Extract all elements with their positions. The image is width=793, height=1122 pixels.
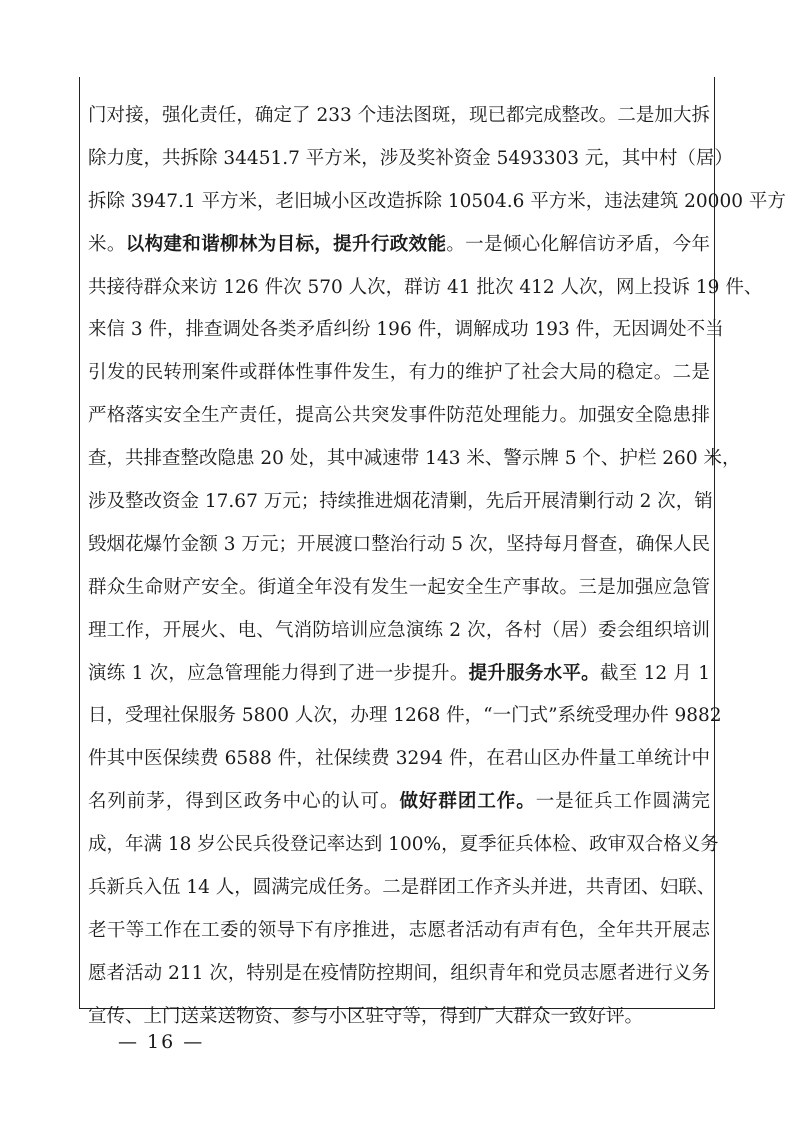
- body-text: 名列前茅，得到区政务中心的认可。: [88, 791, 400, 813]
- body-text: 日，受理社保服务 5800 人次，办理 1268 件，“一门式”系统受理办件 9882: [88, 705, 722, 727]
- body-text: 门对接，强化责任，确定了 233 个违法图斑，现已都完成整改。二是加大拆: [88, 105, 710, 126]
- text-line: [88, 567, 710, 610]
- body-text: 米。: [88, 233, 126, 255]
- bold-heading-text: 以构建和谐柳林为目标，提升行政效能: [125, 233, 447, 255]
- text-line: [88, 267, 763, 310]
- body-text: 拆除 3947.1 平方米，老旧城小区改造拆除 10504.6 平方米，违法建筑 20000 平方: [88, 190, 786, 212]
- body-text: 除力度，共拆除 34451.7 平方米，涉及奖补资金 5493303 元，其中村（居）: [88, 147, 733, 169]
- bold-heading-text: 做好群团工作。: [399, 791, 536, 813]
- body-text: 引发的民转刑案件或群体性事件发生，有力的维护了社会大局的稳定。二是: [88, 362, 710, 384]
- text-line: [88, 867, 716, 910]
- text-line: [88, 395, 710, 438]
- text-line: [88, 224, 710, 267]
- body-text: 来信 3 件，排查调处各类矛盾纠纷 196 件，调解成功 193 件，无因调处不当: [88, 319, 724, 341]
- body-text: 宣传、上门送菜送物资、参与小区驻守等，得到广大群众一致好评。: [88, 1005, 644, 1027]
- document-body: [88, 95, 786, 1039]
- body-text: 涉及整改资金 17.67 万元；持续推进烟花清剿，先后开展清剿行动 2 次，销: [88, 491, 713, 513]
- text-line: [88, 824, 719, 867]
- body-text: 件其中医保续费 6588 件，社保续费 3294 件，在君山区办件量工单统计中: [88, 748, 710, 770]
- body-text: 查，共排查整改隐患 20 处，其中减速带 143 米、警示牌 5 个、护栏 260 米，: [88, 448, 741, 470]
- bold-heading-text: 提升服务水平。: [468, 662, 600, 684]
- body-text: 截至 12 月 1: [599, 662, 710, 684]
- text-line: [88, 438, 741, 481]
- text-line: [88, 653, 710, 696]
- text-line: [88, 738, 710, 781]
- text-line: [88, 352, 710, 395]
- body-text: 兵新兵入伍 14 人，圆满完成任务。二是群团工作齐头并进，共青团、妇联、: [88, 877, 716, 899]
- text-line: [88, 138, 733, 181]
- body-text: 一是征兵工作圆满完: [535, 791, 710, 813]
- body-text: 理工作，开展火、电、气消防培训应急演练 2 次，各村（居）委会组织培训: [88, 619, 710, 641]
- text-line: [88, 953, 710, 996]
- text-line: [88, 910, 710, 953]
- body-text: 愿者活动 211 次，特别是在疫情防控期间，组织青年和党员志愿者进行义务: [88, 962, 710, 984]
- body-text: 严格落实安全生产责任，提高公共突发事件防范处理能力。加强安全隐患排: [88, 405, 710, 427]
- text-line: [88, 481, 713, 524]
- body-text: 老干等工作在工委的领导下有序推进，志愿者活动有声有色，全年共开展志: [88, 919, 710, 941]
- body-text: 。一是倾心化解信访矛盾，今年: [446, 233, 710, 255]
- body-text: 毁烟花爆竹金额 3 万元；开展渡口整治行动 5 次，坚持每月督查，确保人民: [88, 533, 710, 555]
- body-text: 共接待群众来访 126 件次 570 人次，群访 41 批次 412 人次，网上投诉 19 件、: [88, 276, 763, 298]
- body-text: 演练 1 次，应急管理能力得到了进一步提升。: [88, 662, 469, 684]
- text-line: [88, 181, 786, 224]
- text-line: [88, 309, 724, 352]
- text-line: [88, 695, 722, 738]
- body-text: 群众生命财产安全。街道全年没有发生一起安全生产事故。三是加强应急管: [88, 576, 710, 598]
- page-number: — 16 —: [118, 1031, 205, 1053]
- body-text: 成，年满 18 岁公民兵役登记率达到 100%，夏季征兵体检、政审双合格义务: [88, 834, 719, 856]
- text-line: [88, 524, 710, 567]
- text-line: [88, 610, 710, 653]
- text-line: [88, 95, 710, 138]
- text-line: [88, 781, 710, 824]
